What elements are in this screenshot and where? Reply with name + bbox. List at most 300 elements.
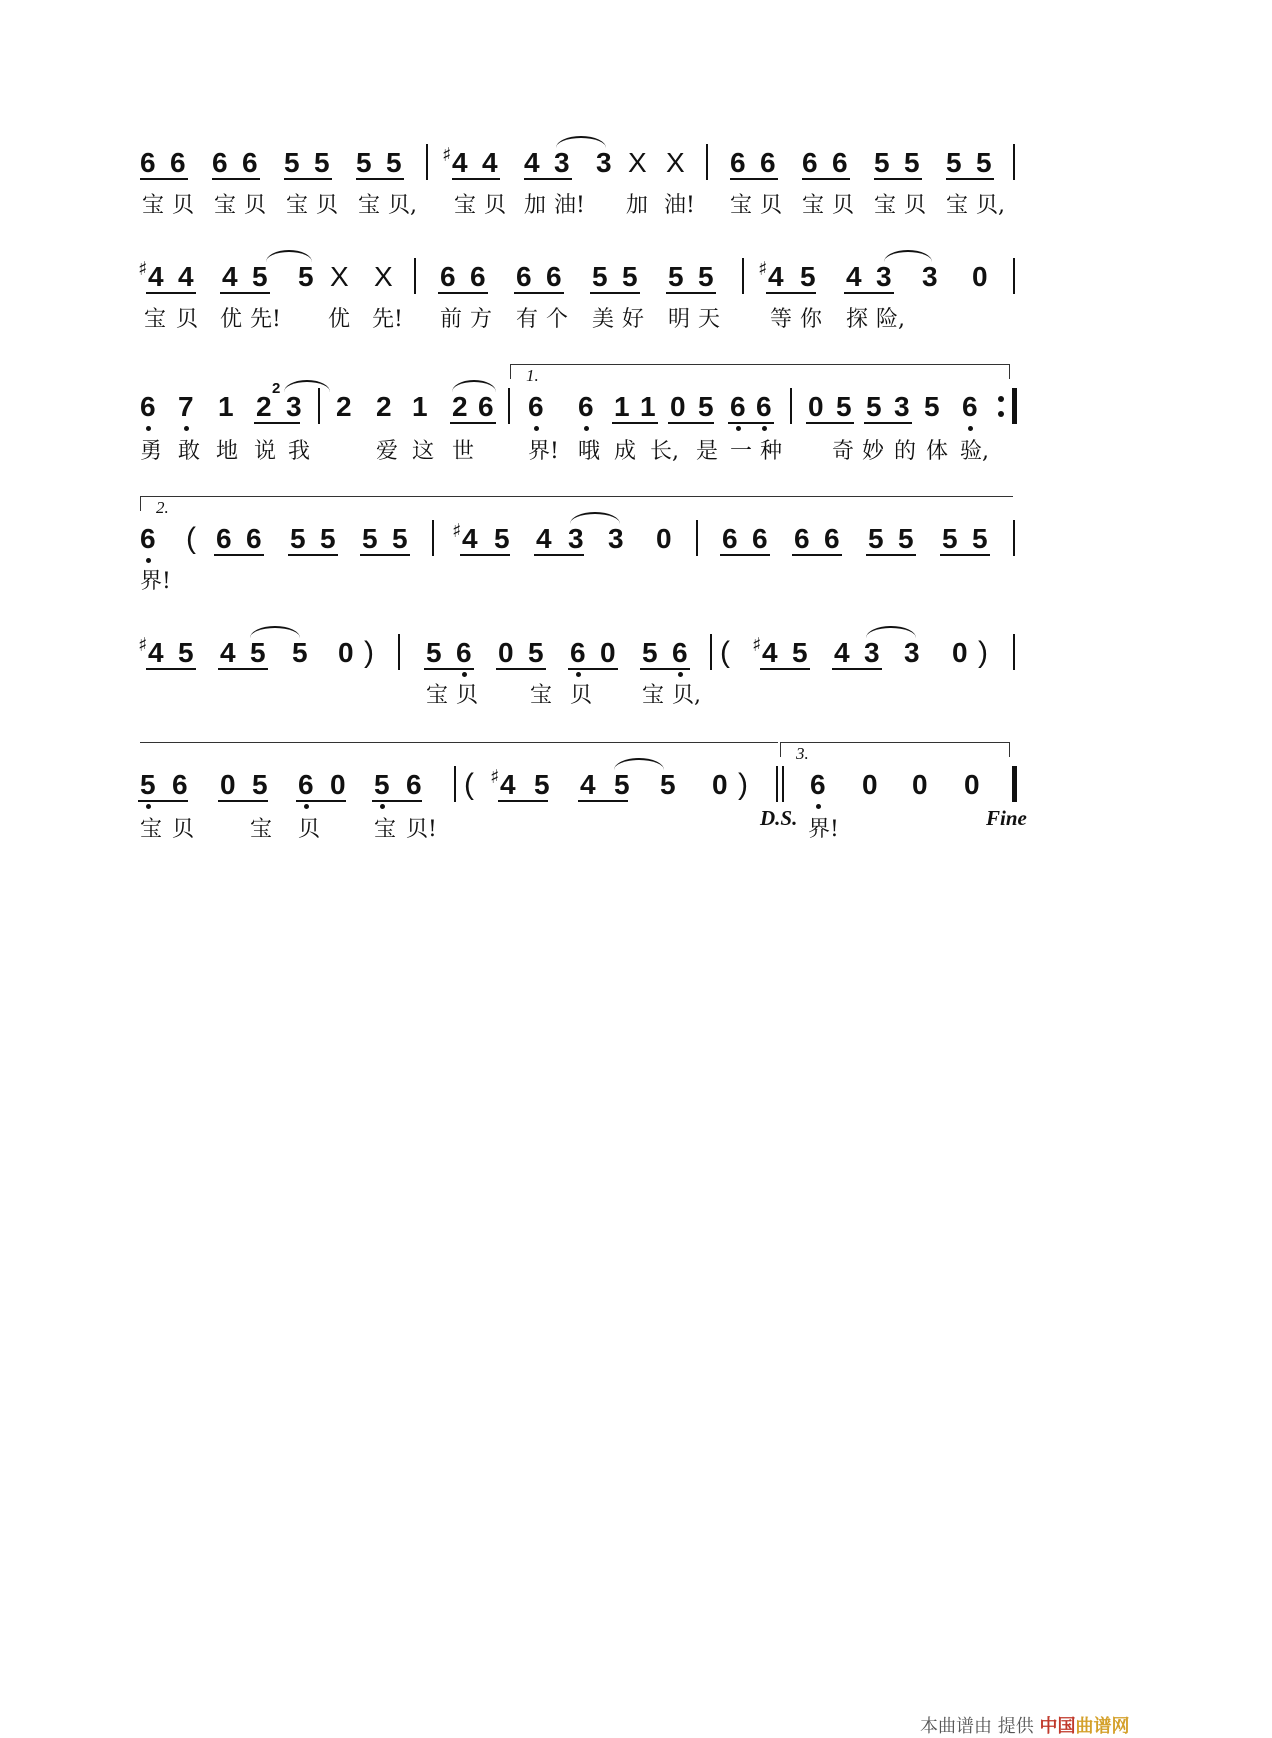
eighth-underline	[864, 422, 912, 424]
note: 5	[362, 523, 378, 554]
note: 5	[668, 261, 684, 292]
note: 0	[712, 769, 728, 800]
note: 5	[528, 637, 544, 668]
lyric-syllable: 的	[894, 439, 917, 464]
note: 4 ♯	[500, 770, 516, 800]
low-octave-dot	[146, 426, 151, 431]
note: 4	[178, 261, 194, 292]
volta-bracket	[780, 742, 1010, 757]
sharp-sign: ♯	[442, 144, 452, 166]
note: 0	[670, 391, 686, 422]
volta-bracket-plain	[140, 742, 778, 753]
lyric-syllable: 探	[846, 307, 869, 332]
slur-arc	[452, 380, 496, 392]
lyric-syllable: 世	[452, 439, 475, 464]
note: 6	[516, 261, 532, 292]
eighth-underline	[640, 668, 690, 670]
lyric-syllable: 宝	[730, 193, 753, 218]
eighth-underline	[720, 554, 770, 556]
lyric-syllable: 宝	[454, 193, 477, 218]
lyric-syllable: 你	[800, 307, 823, 332]
eighth-underline	[668, 422, 714, 424]
eighth-underline	[450, 422, 496, 424]
low-octave-dot	[816, 804, 821, 809]
lyric-syllable: 贝	[456, 683, 479, 708]
barline	[1013, 634, 1015, 670]
note: 6	[140, 391, 156, 422]
footer-brand: 中国	[1039, 1716, 1076, 1737]
note: 6	[456, 637, 472, 668]
eighth-underline	[218, 668, 268, 670]
lyric-syllable: 贝	[172, 817, 195, 842]
footer-brand-suffix: 曲谱网	[1075, 1716, 1130, 1737]
note: 6	[216, 523, 232, 554]
volta-bracket	[140, 496, 1013, 511]
lyric-syllable: 贝	[570, 683, 593, 708]
note: 2	[376, 391, 392, 422]
note: 5	[320, 523, 336, 554]
note: 7	[178, 391, 194, 422]
lyric-syllable: 哦	[578, 439, 601, 464]
low-octave-dot	[762, 426, 767, 431]
barline	[742, 258, 744, 294]
note: 4 ♯	[452, 148, 468, 178]
note: 5	[942, 523, 958, 554]
eighth-underline	[496, 668, 546, 670]
eighth-underline	[578, 800, 628, 802]
note: 6	[212, 147, 228, 178]
note: 4	[834, 637, 850, 668]
footer-text: 本曲谱由 提供	[920, 1716, 1034, 1737]
barline	[706, 144, 708, 180]
note: 6	[810, 769, 826, 800]
note: 6	[824, 523, 840, 554]
note: 6	[832, 147, 848, 178]
lyric-syllable: 爱	[376, 439, 399, 464]
barline	[398, 634, 400, 670]
lyric-syllable: 宝	[358, 193, 381, 218]
lyric-syllable: 贝	[832, 193, 855, 218]
note: 3	[568, 523, 584, 554]
lyric-syllable: 优	[328, 307, 351, 332]
note: 6	[578, 391, 594, 422]
note: 5	[284, 147, 300, 178]
lyric-syllable: 宝	[286, 193, 309, 218]
paren-close: )	[738, 768, 748, 801]
note: 5	[252, 261, 268, 292]
note: 4	[580, 769, 596, 800]
note: 6	[794, 523, 810, 554]
final-barline	[1012, 388, 1017, 424]
note: 0	[964, 769, 980, 800]
lyric-syllable: 地	[216, 439, 239, 464]
eighth-underline	[460, 554, 510, 556]
note: 5	[292, 637, 308, 668]
note: 5	[140, 769, 156, 800]
eighth-underline	[140, 178, 188, 180]
paren-open: (	[720, 636, 730, 669]
slur-arc	[884, 250, 932, 262]
note: 5	[874, 147, 890, 178]
low-octave-dot	[576, 672, 581, 677]
lyric-syllable: 贝,	[388, 193, 417, 218]
volta-number: 3.	[796, 744, 809, 763]
repeat-dots	[998, 396, 1004, 426]
note: X	[666, 147, 685, 178]
note: 5	[614, 769, 630, 800]
barline	[426, 144, 428, 180]
eighth-underline	[146, 668, 196, 670]
note: 5	[250, 637, 266, 668]
note: 6	[298, 769, 314, 800]
barline	[1013, 258, 1015, 294]
note: 4	[524, 147, 540, 178]
note: 5	[426, 637, 442, 668]
eighth-underline	[220, 292, 270, 294]
note: 4 ♯	[462, 524, 478, 554]
lyric-syllable: 贝	[316, 193, 339, 218]
lyric-syllable: 贝,	[976, 193, 1005, 218]
paren-close: )	[978, 636, 988, 669]
note: 5	[904, 147, 920, 178]
lyric-syllable: 界!	[808, 817, 839, 842]
barline	[454, 766, 456, 802]
eighth-underline	[514, 292, 564, 294]
low-octave-dot	[534, 426, 539, 431]
note: 5	[622, 261, 638, 292]
eighth-underline	[360, 554, 410, 556]
note: 0	[808, 391, 824, 422]
barline	[508, 388, 510, 424]
note: X	[374, 261, 393, 292]
note: 5	[592, 261, 608, 292]
lyric-syllable: 宝	[140, 817, 163, 842]
note: 5	[972, 523, 988, 554]
barline	[318, 388, 320, 424]
eighth-underline	[356, 178, 404, 180]
lyric-syllable: 贝,	[672, 683, 701, 708]
note: 5	[374, 769, 390, 800]
note: 5	[976, 147, 992, 178]
note: 5	[660, 769, 676, 800]
fine-mark: Fine	[986, 806, 1027, 830]
note: 6	[730, 147, 746, 178]
note: 5	[642, 637, 658, 668]
eighth-underline	[590, 292, 640, 294]
note: 6	[246, 523, 262, 554]
lyric-syllable: 油!	[664, 193, 695, 218]
note: 4 ♯	[762, 638, 778, 668]
note: 3	[904, 637, 920, 668]
eighth-underline	[498, 800, 548, 802]
note: 6	[528, 391, 544, 422]
note: 5	[698, 261, 714, 292]
eighth-underline	[534, 554, 584, 556]
note: 6	[760, 147, 776, 178]
eighth-underline	[612, 422, 658, 424]
note: 5	[386, 147, 402, 178]
low-octave-dot	[736, 426, 741, 431]
lyric-syllable: 个	[546, 307, 569, 332]
lyric-syllable: 宝	[214, 193, 237, 218]
eighth-underline	[792, 554, 842, 556]
note: 0	[220, 769, 236, 800]
note: 6	[170, 147, 186, 178]
lyric-syllable: 贝	[298, 817, 321, 842]
note: 4 ♯	[148, 262, 164, 292]
eighth-underline	[218, 800, 268, 802]
note: 5	[178, 637, 194, 668]
note: 0	[952, 637, 968, 668]
low-octave-dot	[678, 672, 683, 677]
note: 6	[722, 523, 738, 554]
note: 0	[338, 637, 354, 668]
sharp-sign: ♯	[452, 520, 462, 542]
lyric-syllable: 这	[412, 439, 435, 464]
barline	[790, 388, 792, 424]
note: 5	[792, 637, 808, 668]
lyric-syllable: 贝	[172, 193, 195, 218]
note: 6	[470, 261, 486, 292]
note: 4	[222, 261, 238, 292]
lyric-syllable: 贝	[904, 193, 927, 218]
lyric-syllable: 宝	[374, 817, 397, 842]
eighth-underline	[832, 668, 882, 670]
note: 5	[494, 523, 510, 554]
eighth-underline	[946, 178, 994, 180]
slur-arc	[250, 626, 300, 638]
lyric-syllable: 宝	[802, 193, 825, 218]
lyric-syllable: 是	[696, 439, 719, 464]
lyric-syllable: 界!	[528, 439, 559, 464]
eighth-underline	[760, 668, 810, 670]
note: 6	[756, 391, 772, 422]
low-octave-dot	[146, 804, 151, 809]
lyric-syllable: 贝	[760, 193, 783, 218]
eighth-underline	[940, 554, 990, 556]
sharp-sign: ♯	[752, 634, 762, 656]
volta-bracket	[510, 364, 1010, 379]
note: 4 ♯	[768, 262, 784, 292]
lyric-syllable: 好	[622, 307, 645, 332]
note: 2	[336, 391, 352, 422]
barline	[776, 766, 778, 802]
note: 3	[596, 147, 612, 178]
lyric-syllable: 有	[516, 307, 539, 332]
low-octave-dot	[184, 426, 189, 431]
barline	[1013, 144, 1015, 180]
note: 6	[140, 147, 156, 178]
sharp-sign: ♯	[490, 766, 500, 788]
lyric-syllable: 宝	[946, 193, 969, 218]
note: 1	[640, 391, 656, 422]
lyric-syllable: 宝	[874, 193, 897, 218]
low-octave-dot	[380, 804, 385, 809]
lyric-syllable: 长,	[650, 439, 679, 464]
lyric-syllable: 贝	[176, 307, 199, 332]
note: 5	[866, 391, 882, 422]
lyric-syllable: 成	[614, 439, 637, 464]
note: 5	[946, 147, 962, 178]
note: X	[628, 147, 647, 178]
low-octave-dot	[462, 672, 467, 677]
volta-number: 1.	[526, 366, 539, 385]
eighth-underline	[568, 668, 618, 670]
note: 6	[140, 523, 156, 554]
note: 6	[802, 147, 818, 178]
lyric-syllable: 天	[698, 307, 721, 332]
lyric-syllable: 敢	[178, 439, 201, 464]
sharp-sign: ♯	[758, 258, 768, 280]
lyric-syllable: 明	[668, 307, 691, 332]
lyric-syllable: 宝	[250, 817, 273, 842]
slur-arc	[266, 250, 312, 262]
note: 5	[698, 391, 714, 422]
note: 5	[290, 523, 306, 554]
eighth-underline	[214, 554, 264, 556]
note: 6	[478, 391, 494, 422]
note: 3	[554, 147, 570, 178]
lyric-syllable: 加	[524, 193, 547, 218]
eighth-underline	[424, 668, 474, 670]
eighth-underline	[766, 292, 816, 294]
grace-note: 2	[272, 380, 281, 397]
barline	[414, 258, 416, 294]
note: 5	[924, 391, 940, 422]
lyric-syllable: 体	[926, 439, 949, 464]
lyric-syllable: 宝	[530, 683, 553, 708]
lyric-syllable: 奇	[832, 439, 855, 464]
paren-open: (	[186, 522, 196, 555]
note: 5	[836, 391, 852, 422]
lyric-syllable: 宝	[144, 307, 167, 332]
eighth-underline	[874, 178, 922, 180]
note: 4	[220, 637, 236, 668]
sharp-sign: ♯	[138, 258, 148, 280]
eighth-underline	[138, 800, 188, 802]
note: 5	[356, 147, 372, 178]
low-octave-dot	[968, 426, 973, 431]
paren-close: )	[364, 636, 374, 669]
note: 0	[330, 769, 346, 800]
lyric-syllable: 美	[592, 307, 615, 332]
eighth-underline	[438, 292, 488, 294]
eighth-underline	[728, 422, 774, 424]
eighth-underline	[806, 422, 854, 424]
note: 1	[412, 391, 428, 422]
slur-arc	[614, 758, 664, 770]
lyric-syllable: 界!	[140, 569, 171, 594]
note: 3	[864, 637, 880, 668]
lyric-syllable: 先!	[250, 307, 281, 332]
eighth-underline	[372, 800, 422, 802]
lyric-syllable: 宝	[142, 193, 165, 218]
lyric-syllable: 宝	[642, 683, 665, 708]
note: 6	[172, 769, 188, 800]
paren-open: (	[464, 768, 474, 801]
sharp-sign: ♯	[138, 634, 148, 656]
low-octave-dot	[146, 558, 151, 563]
note: 3	[894, 391, 910, 422]
low-octave-dot	[304, 804, 309, 809]
note: 3	[922, 261, 938, 292]
lyric-syllable: 险,	[876, 307, 905, 332]
barline	[432, 520, 434, 556]
final-barline	[1012, 766, 1017, 802]
note: 1	[614, 391, 630, 422]
lyric-syllable: 验,	[960, 439, 989, 464]
slur-arc	[866, 626, 916, 638]
eighth-underline	[146, 292, 196, 294]
note: 0	[498, 637, 514, 668]
note: 5	[314, 147, 330, 178]
lyric-syllable: 我	[288, 439, 311, 464]
note: 4	[846, 261, 862, 292]
eighth-underline	[666, 292, 716, 294]
lyric-syllable: 前	[440, 307, 463, 332]
footer-credit	[920, 1712, 1129, 1738]
lyric-syllable: 优	[220, 307, 243, 332]
note: X	[330, 261, 349, 292]
note: 3	[608, 523, 624, 554]
note: 5	[868, 523, 884, 554]
lyric-syllable: 勇	[140, 439, 163, 464]
note: 5	[800, 261, 816, 292]
note: 4 ♯	[148, 638, 164, 668]
slur-arc	[284, 380, 330, 392]
eighth-underline	[254, 422, 300, 424]
slur-arc	[570, 512, 620, 524]
note: 5	[298, 261, 314, 292]
note: 6	[672, 637, 688, 668]
note: 6	[752, 523, 768, 554]
barline	[710, 634, 712, 670]
eighth-underline	[844, 292, 894, 294]
note: 6	[730, 391, 746, 422]
note: 4	[536, 523, 552, 554]
lyric-syllable: 贝!	[406, 817, 437, 842]
note: 6	[570, 637, 586, 668]
eighth-underline	[284, 178, 332, 180]
lyric-syllable: 贝	[484, 193, 507, 218]
note: 6	[242, 147, 258, 178]
eighth-underline	[452, 178, 500, 180]
eighth-underline	[866, 554, 916, 556]
note: 2	[256, 391, 272, 422]
lyric-syllable: 宝	[426, 683, 449, 708]
note: 5	[898, 523, 914, 554]
note: 2	[452, 391, 468, 422]
eighth-underline	[288, 554, 338, 556]
lyric-syllable: 说	[254, 439, 277, 464]
lyric-syllable: 等	[770, 307, 793, 332]
volta-number: 2.	[156, 498, 169, 517]
lyric-syllable: 油!	[554, 193, 585, 218]
lyric-syllable: 贝	[244, 193, 267, 218]
ds-mark: D.S.	[760, 806, 798, 830]
note: 3	[876, 261, 892, 292]
lyric-syllable: 妙	[862, 439, 885, 464]
lyric-syllable: 种	[760, 439, 783, 464]
lyric-syllable: 一	[730, 439, 753, 464]
note: 5	[252, 769, 268, 800]
low-octave-dot	[584, 426, 589, 431]
note: 0	[656, 523, 672, 554]
barline	[782, 766, 784, 802]
note: 1	[218, 391, 234, 422]
note: 0	[862, 769, 878, 800]
eighth-underline	[212, 178, 260, 180]
